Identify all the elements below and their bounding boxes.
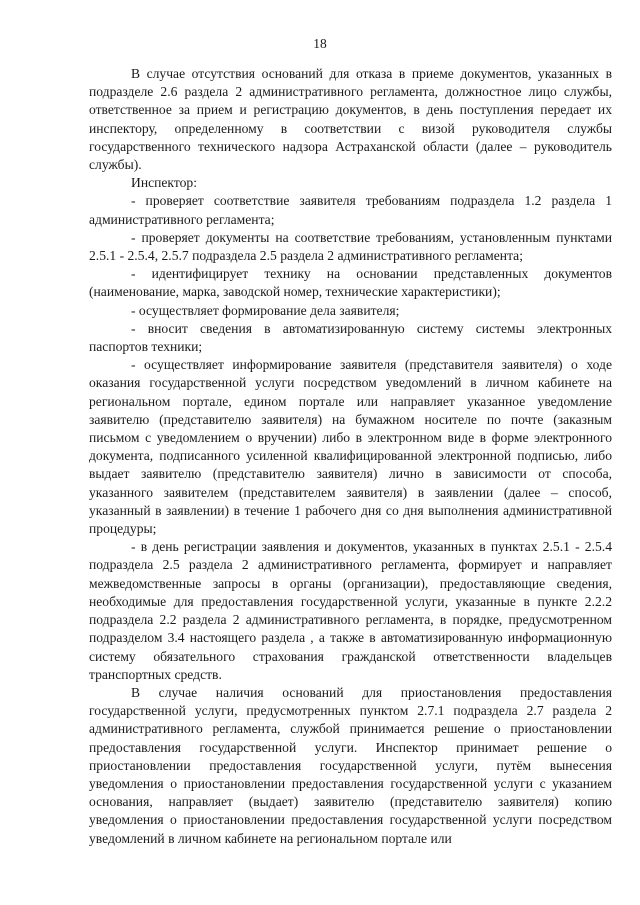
paragraph-inspector-heading: Инспектор: (131, 175, 197, 191)
list-item-interagency-requests: - в день регистрации заявления и документов, указанных в пунктах 2.5.1 - 2.5.4 подраздела 2.5 раздела 2 административного регламента, формирует и направляет межведомственные запросы в органы (организации), предоставляющие сведения, необходимые для предоставления государственной услуги, указанные в пункте 2.2.2 подраздела 2.2 раздела 2 административного регламента, в порядке, предусмотренном подразделом 3.4 настоящего раздела , а также в автоматизированную информационную систему обязательного страхования гражданской ответственности владельцев транспортных средств. (89, 539, 612, 682)
list-item-form-file: - осуществляет формирование дела заявителя; (131, 302, 400, 318)
list-item-enter-data: - вносит сведения в автоматизированную систему системы электронных паспортов техники; (89, 320, 612, 355)
list-item-check-applicant: - проверяет соответствие заявителя требованиям подраздела 1.2 раздела 1 административного регламента; (89, 193, 612, 227)
document-body (89, 65, 612, 848)
paragraph-suspension: В случае наличия оснований для приостановления предоставления государственной услуги, предусмотренных пунктом 2.7.1 подраздела 2.7 раздела 2 административного регламента, службой принимается решение о приостановлении предоставления государственной услуги. Инспектор принимает решение о приостановлении предоставления государственной услуги, путём вынесения уведомления о приостановлении предоставления государственной услуги с указанием основания, направляет (выдает) заявителю (представителю заявителя) копию уведомления о приостановлении предоставления государственной услуги посредством уведомлений в личном кабинете на региональном портале или (89, 684, 612, 846)
list-item-inform-applicant: - осуществляет информирование заявителя (представителя заявителя) о ходе оказания государственной услуги посредством уведомлений в личном кабинете на региональном портале, едином портале или направляет указанное уведомление заявителю (представителю заявителя) на бумажном носителе по почте (заказным письмом с уведомлением о вручении) либо в электронном виде в форме электронного документа, подписанного усиленной квалифицированной электронной подписью, либо выдает заявителю (представителю заявителя) лично в зависимости от способа, указанного заявителем (представителем заявителя) в заявлении (далее – способ, указанный в заявлении) в течение 1 рабочего дня со дня выполнения административной процедуры; (89, 357, 612, 537)
paragraph-intro: В случае отсутствия оснований для отказа в приеме документов, указанных в подразделе 2.6 раздела 2 административного регламента, должностное лицо службы, ответственное за прием и регистрацию документов, в день поступления передает их инспектору, определенному в соответствии с визой руководителя службы государственного технического надзора Астраханской области (далее – руководитель службы). (89, 66, 612, 173)
list-item-identify-vehicle: - идентифицирует технику на основании представленных документов (наименование, марка, заводской номер, технические характеристики); (89, 266, 612, 300)
page-number: 18 (313, 36, 327, 51)
list-item-check-documents: - проверяет документы на соответствие требованиям, установленным пунктами 2.5.1 - 2.5.4, 2.5.7 подраздела 2.5 раздела 2 административного регламента; (89, 229, 612, 264)
